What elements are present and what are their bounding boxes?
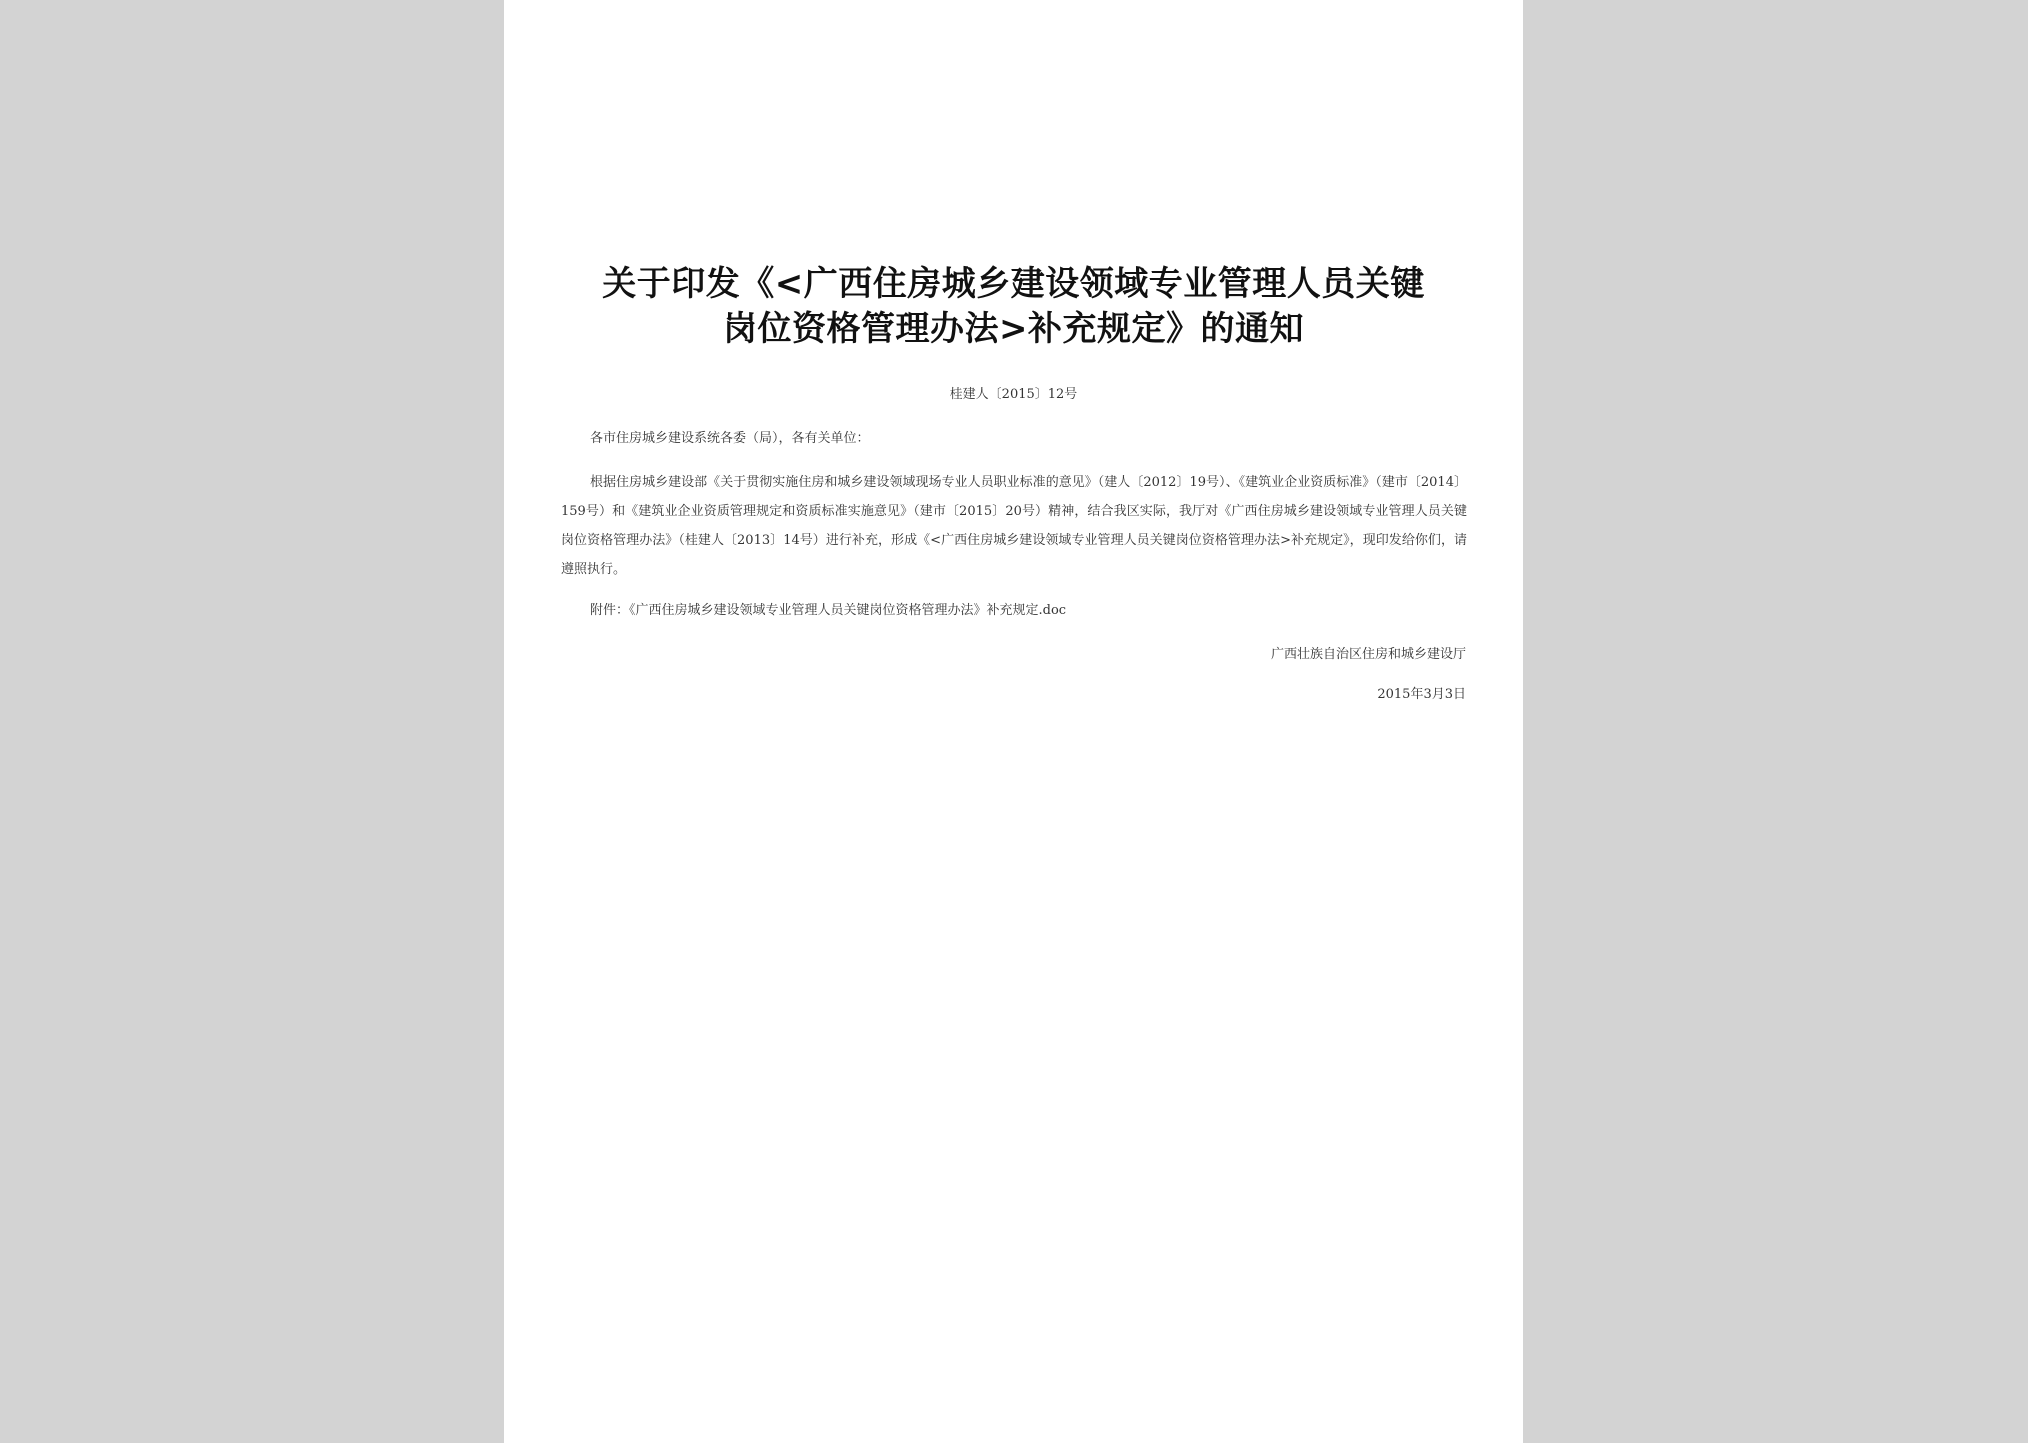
title-line-2: 岗位资格管理办法>补充规定》的通知 [723,309,1304,349]
document-title [544,262,1483,352]
document-page [504,0,1523,1443]
attachment-line: 附件：《广西住房城乡建设领域专业管理人员关键岗位资格管理办法》补充规定.doc [590,603,1067,618]
body-paragraph: 根据住房城乡建设部《关于贯彻实施住房和城乡建设领域现场专业人员职业标准的意见》（建人〔2012〕19号）、《建筑业企业资质标准》（建市〔2014〕159号）和《建筑业企业资质管理规定和资质标准实施意见》（建市〔2015〕20号）精神，结合我区实际，我厅对《广西住房城乡建设领域专业管理人员关键岗位资格管理办法》（桂建人〔2013〕14号）进行补充，形成《<广西住房城乡建设领域专业管理人员关键岗位资格管理办法>补充规定》，现印发给你们，请遵照执行。 [561,475,1467,577]
document-number: 桂建人〔2015〕12号 [949,387,1078,402]
issuing-authority: 广西壮族自治区住房和城乡建设厅 [1270,647,1466,662]
title-line-1: 关于印发《<广西住房城乡建设领域专业管理人员关键 [602,264,1425,304]
issue-date: 2015年3月3日 [1377,687,1466,702]
addressee: 各市住房城乡建设系统各委（局），各有关单位： [590,431,870,446]
